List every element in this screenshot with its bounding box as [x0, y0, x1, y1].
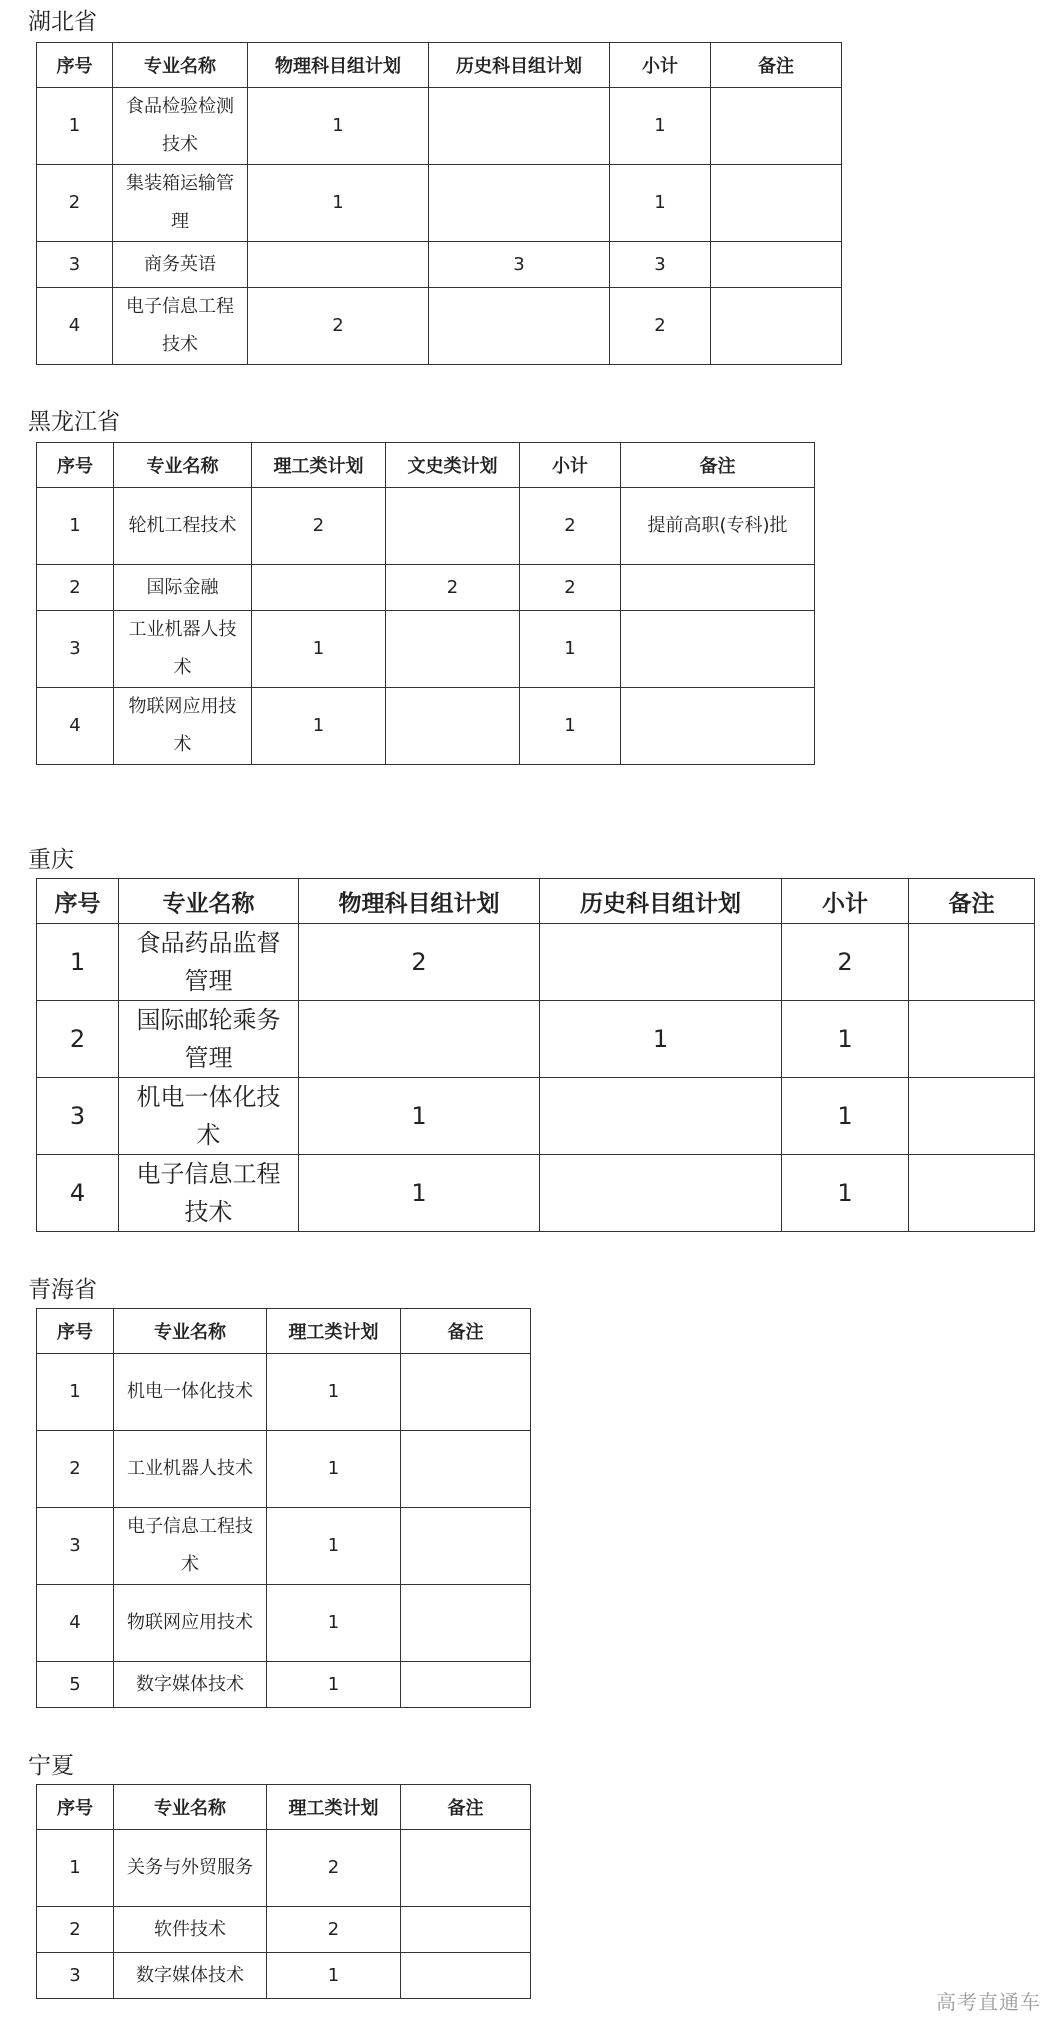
table-header-row [37, 1785, 531, 1830]
cell-major: 国际金融 [114, 565, 252, 611]
cell-index: 3 [37, 1953, 114, 1999]
table-header-row [37, 43, 842, 88]
cell-subtotal: 2 [782, 924, 909, 1001]
plan-table-hubei [36, 42, 842, 365]
table-row [37, 242, 842, 288]
cell-remark [401, 1907, 531, 1953]
cell-index: 4 [37, 1585, 114, 1662]
cell-remark [401, 1508, 531, 1585]
cell-plan-history [429, 88, 610, 165]
header-remark: 备注 [401, 1785, 531, 1830]
cell-plan-science: 2 [252, 488, 386, 565]
cell-index: 4 [37, 288, 113, 365]
cell-major: 集装箱运输管理 [113, 165, 248, 242]
cell-subtotal: 1 [610, 165, 711, 242]
cell-plan-history [540, 1155, 782, 1232]
section-title-heilongjiang: 黑龙江省 [28, 409, 120, 435]
cell-major: 轮机工程技术 [114, 488, 252, 565]
cell-plan-arts [386, 488, 520, 565]
header-remark: 备注 [401, 1309, 531, 1354]
cell-remark [401, 1354, 531, 1431]
cell-major: 软件技术 [114, 1907, 267, 1953]
cell-index: 5 [37, 1662, 114, 1708]
header-subtotal: 小计 [520, 443, 621, 488]
header-index: 序号 [37, 1309, 114, 1354]
table-row [37, 688, 815, 765]
table-row [37, 1078, 1035, 1155]
table-row [37, 1907, 531, 1953]
cell-plan-science: 1 [252, 611, 386, 688]
cell-remark [711, 242, 842, 288]
header-plan-science: 理工类计划 [252, 443, 386, 488]
table-row [37, 1001, 1035, 1078]
header-major: 专业名称 [114, 1309, 267, 1354]
cell-plan-arts [386, 611, 520, 688]
cell-plan-physics: 2 [299, 924, 540, 1001]
cell-remark [401, 1662, 531, 1708]
header-major: 专业名称 [113, 43, 248, 88]
cell-subtotal: 1 [520, 611, 621, 688]
cell-plan-physics [299, 1001, 540, 1078]
cell-plan-physics: 2 [248, 288, 429, 365]
cell-remark [909, 1155, 1035, 1232]
cell-plan-history: 1 [540, 1001, 782, 1078]
header-remark: 备注 [621, 443, 815, 488]
cell-major: 商务英语 [113, 242, 248, 288]
cell-subtotal: 1 [782, 1001, 909, 1078]
cell-plan-physics: 1 [299, 1078, 540, 1155]
cell-plan-history [429, 288, 610, 365]
header-plan-arts: 文史类计划 [386, 443, 520, 488]
header-plan-science: 理工类计划 [267, 1309, 401, 1354]
cell-major: 电子信息工程技术 [119, 1155, 299, 1232]
cell-remark [711, 165, 842, 242]
cell-plan-science: 1 [267, 1585, 401, 1662]
cell-plan-history [429, 165, 610, 242]
cell-remark [401, 1953, 531, 1999]
cell-remark [909, 924, 1035, 1001]
section-title-qinghai: 青海省 [28, 1277, 97, 1303]
cell-index: 1 [37, 1830, 114, 1907]
cell-plan-science: 1 [267, 1354, 401, 1431]
cell-plan-science: 1 [267, 1508, 401, 1585]
watermark-text: 高考直通车 [936, 1990, 1041, 2014]
cell-remark [909, 1001, 1035, 1078]
cell-major: 电子信息工程技术 [114, 1508, 267, 1585]
cell-remark [711, 288, 842, 365]
cell-subtotal: 1 [520, 688, 621, 765]
cell-major: 国际邮轮乘务管理 [119, 1001, 299, 1078]
cell-major: 工业机器人技术 [114, 1431, 267, 1508]
header-major: 专业名称 [114, 1785, 267, 1830]
table-row [37, 288, 842, 365]
plan-table-chongqing [36, 878, 1035, 1232]
cell-remark [401, 1830, 531, 1907]
cell-subtotal: 1 [782, 1155, 909, 1232]
cell-plan-science: 1 [252, 688, 386, 765]
cell-major: 物联网应用技术 [114, 688, 252, 765]
cell-index: 2 [37, 565, 114, 611]
cell-subtotal: 1 [782, 1078, 909, 1155]
header-plan-physics: 物理科目组计划 [248, 43, 429, 88]
table-row [37, 1662, 531, 1708]
cell-index: 3 [37, 611, 114, 688]
section-title-hubei: 湖北省 [28, 9, 97, 35]
cell-index: 2 [37, 1907, 114, 1953]
table-row [37, 1431, 531, 1508]
cell-major: 机电一体化技术 [119, 1078, 299, 1155]
table-row [37, 1953, 531, 1999]
cell-plan-arts [386, 688, 520, 765]
cell-plan-history [540, 924, 782, 1001]
cell-index: 1 [37, 88, 113, 165]
cell-index: 3 [37, 1078, 119, 1155]
cell-remark: 提前高职(专科)批 [621, 488, 815, 565]
cell-subtotal: 3 [610, 242, 711, 288]
cell-plan-history: 3 [429, 242, 610, 288]
cell-major: 工业机器人技术 [114, 611, 252, 688]
cell-remark [711, 88, 842, 165]
table-row [37, 611, 815, 688]
cell-index: 4 [37, 688, 114, 765]
header-index: 序号 [37, 1785, 114, 1830]
cell-subtotal: 2 [520, 565, 621, 611]
cell-plan-physics: 1 [248, 88, 429, 165]
section-title-chongqing: 重庆 [28, 847, 74, 873]
cell-plan-science: 2 [267, 1907, 401, 1953]
table-row [37, 88, 842, 165]
cell-major: 物联网应用技术 [114, 1585, 267, 1662]
table-row [37, 1354, 531, 1431]
table-header-row [37, 1309, 531, 1354]
cell-plan-physics [248, 242, 429, 288]
header-major: 专业名称 [114, 443, 252, 488]
plan-table-heilongjiang [36, 442, 815, 765]
cell-subtotal: 1 [610, 88, 711, 165]
table-header-row [37, 443, 815, 488]
cell-index: 2 [37, 165, 113, 242]
table-row [37, 924, 1035, 1001]
section-title-ningxia: 宁夏 [28, 1753, 74, 1779]
cell-index: 1 [37, 1354, 114, 1431]
cell-remark [909, 1078, 1035, 1155]
cell-major: 电子信息工程技术 [113, 288, 248, 365]
table-row [37, 565, 815, 611]
table-row [37, 1508, 531, 1585]
cell-major: 食品检验检测技术 [113, 88, 248, 165]
cell-index: 2 [37, 1001, 119, 1078]
table-row [37, 1155, 1035, 1232]
header-plan-physics: 物理科目组计划 [299, 879, 540, 924]
header-index: 序号 [37, 879, 119, 924]
cell-plan-physics: 1 [299, 1155, 540, 1232]
cell-major: 关务与外贸服务 [114, 1830, 267, 1907]
cell-remark [401, 1585, 531, 1662]
cell-major: 食品药品监督管理 [119, 924, 299, 1001]
cell-index: 4 [37, 1155, 119, 1232]
cell-plan-history [540, 1078, 782, 1155]
cell-plan-arts: 2 [386, 565, 520, 611]
header-index: 序号 [37, 443, 114, 488]
table-row [37, 1585, 531, 1662]
cell-plan-science: 1 [267, 1662, 401, 1708]
cell-remark [621, 565, 815, 611]
header-index: 序号 [37, 43, 113, 88]
cell-remark [621, 688, 815, 765]
table-header-row [37, 879, 1035, 924]
cell-major: 机电一体化技术 [114, 1354, 267, 1431]
header-remark: 备注 [711, 43, 842, 88]
cell-remark [401, 1431, 531, 1508]
header-remark: 备注 [909, 879, 1035, 924]
cell-plan-science: 1 [267, 1431, 401, 1508]
header-plan-science: 理工类计划 [267, 1785, 401, 1830]
cell-major: 数字媒体技术 [114, 1953, 267, 1999]
cell-subtotal: 2 [610, 288, 711, 365]
header-major: 专业名称 [119, 879, 299, 924]
cell-plan-physics: 1 [248, 165, 429, 242]
table-row [37, 488, 815, 565]
header-subtotal: 小计 [782, 879, 909, 924]
cell-index: 1 [37, 488, 114, 565]
cell-major: 数字媒体技术 [114, 1662, 267, 1708]
header-plan-history: 历史科目组计划 [429, 43, 610, 88]
cell-remark [621, 611, 815, 688]
cell-index: 2 [37, 1431, 114, 1508]
table-row [37, 165, 842, 242]
table-row [37, 1830, 531, 1907]
cell-subtotal: 2 [520, 488, 621, 565]
header-subtotal: 小计 [610, 43, 711, 88]
plan-table-qinghai [36, 1308, 531, 1708]
header-plan-history: 历史科目组计划 [540, 879, 782, 924]
cell-index: 1 [37, 924, 119, 1001]
cell-plan-science [252, 565, 386, 611]
cell-plan-science: 2 [267, 1830, 401, 1907]
cell-index: 3 [37, 1508, 114, 1585]
plan-table-ningxia [36, 1784, 531, 1999]
cell-index: 3 [37, 242, 113, 288]
cell-plan-science: 1 [267, 1953, 401, 1999]
